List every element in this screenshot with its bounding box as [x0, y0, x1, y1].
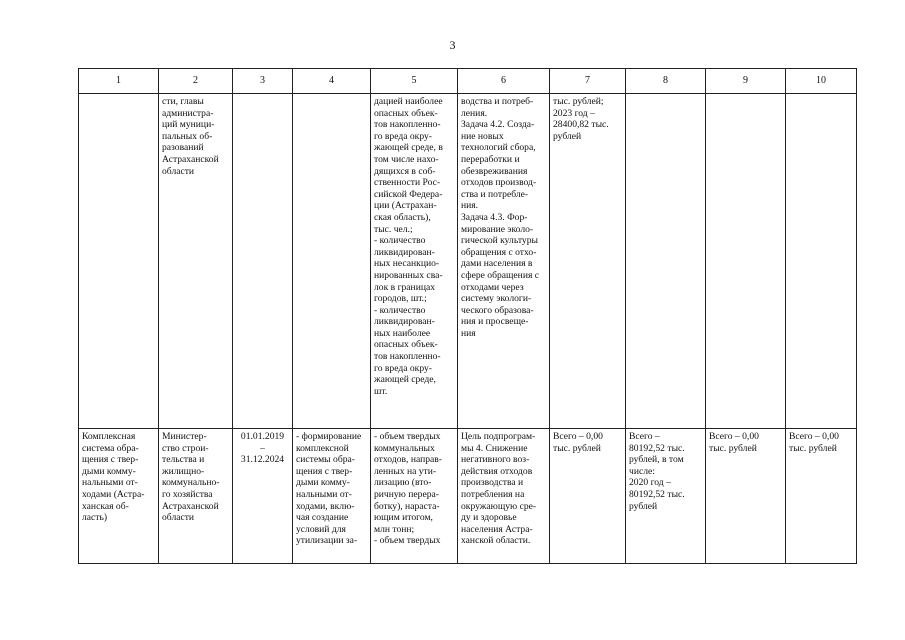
cell-goals: Цель подпрограм- мы 4. Снижение негативного воз- действия отходов производства и потребления на окружающую сре- ду и здоровье населения Астра- ханской области. — [458, 429, 550, 564]
header-col-9: 9 — [706, 69, 786, 94]
page-number: 3 — [449, 38, 456, 52]
header-col-7: 7 — [550, 69, 626, 94]
cell-budget-local: Всего – 0,00 тыс. рублей — [706, 429, 786, 564]
cell-name — [79, 94, 159, 429]
header-col-6: 6 — [458, 69, 550, 94]
header-col-3: 3 — [233, 69, 293, 94]
cell-name: Комплексная система обра- щения с твер- дыми комму- нальными от- ходами (Астра- ханская об- ласть) — [79, 429, 159, 564]
cell-tasks: - формирование комплексной системы обра- щения с твер- дыми комму- нальными от- ходами, вклю- чая создание условий для утилизации за- — [293, 429, 371, 564]
cell-budget-other: Всего – 0,00 тыс. рублей — [786, 429, 857, 564]
cell-budget-federal: тыс. рублей; 2023 год – 28400,82 тыс. рублей — [550, 94, 626, 429]
table-row — [79, 94, 857, 429]
table-header-row — [79, 69, 857, 94]
header-col-10: 10 — [786, 69, 857, 94]
header-col-4: 4 — [293, 69, 371, 94]
cell-responsible: Министер- ство строи- тельства и жилищно- коммунально- го хозяйства Астраханской области — [159, 429, 233, 564]
cell-budget-regional: Всего – 80192,52 тыс. рублей, в том числе: 2020 год – 80192,52 тыс. рублей — [626, 429, 706, 564]
header-col-5: 5 — [371, 69, 458, 94]
cell-budget-regional — [626, 94, 706, 429]
program-table — [78, 68, 857, 564]
header-col-1: 1 — [79, 69, 159, 94]
cell-indicators: дацией наиболее опасных объек- тов накопленно- го вреда окру- жающей среде, в том числе нахо- дящихся в соб- ственности Рос- сийской Федера- ции (Астрахан- ская область), тыс. чел.; - количество ликвидирован- ных несанкцио- нированных сва- лок в границах городов, шт.; - количество ликвидирован- ных наиболее опасных объек- тов накопленно- го вреда окру- жающей среде, шт. — [371, 94, 458, 429]
cell-budget-local — [706, 94, 786, 429]
table-row — [79, 429, 857, 564]
header-col-2: 2 — [159, 69, 233, 94]
cell-responsible: сти, главы администра- ций муници- пальных об- разований Астраханской области — [159, 94, 233, 429]
cell-budget-other — [786, 94, 857, 429]
cell-budget-federal: Всего – 0,00 тыс. рублей — [550, 429, 626, 564]
cell-period — [233, 94, 293, 429]
cell-goals: водства и потреб- ления. Задача 4.2. Созда- ние новых технологий сбора, переработки и обезвреживания отходов производ- ства и потребле- ния. Задача 4.3. Фор- мирование эколо- гической культуры обращения с отхо- дами населения в сфере обращения с отходами через систему экологи- ческого образова- ния и просвеще- ния — [458, 94, 550, 429]
cell-tasks — [293, 94, 371, 429]
cell-indicators: - объем твердых коммунальных отходов, направ- ленных на ути- лизацию (вто- ричную перера- ботку), нараста- ющим итогом, млн тонн; - объем твердых — [371, 429, 458, 564]
header-col-8: 8 — [626, 69, 706, 94]
cell-period: 01.01.2019 – 31.12.2024 — [233, 429, 293, 564]
